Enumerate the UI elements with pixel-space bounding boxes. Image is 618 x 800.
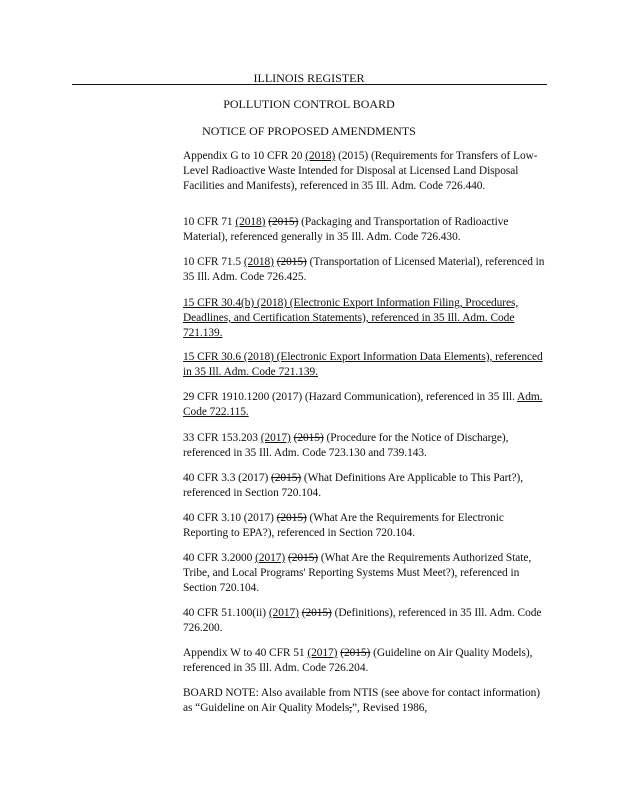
segment: 40 CFR 3.3 (2017) [183, 472, 272, 484]
entry-15cfr30-4b [183, 296, 548, 341]
entry-appendix-g-10cfr20 [183, 149, 548, 194]
segment: Appendix W to 40 CFR 51 [183, 647, 308, 659]
segment-inserted: 15 CFR 30.6 (2018) (Electronic Export Information Data Elements), referenced in 35 Ill. Adm. Code 721.139. [183, 351, 543, 378]
segment: 10 CFR 71 [183, 216, 236, 228]
segment-deleted: (2015) [287, 552, 319, 564]
segment-deleted: (2015) [340, 647, 371, 659]
segment: (What Are the Requirements for Electronic Reporting to EPA?), referenced in Section 720.104. [183, 512, 504, 539]
entry-40cfr51-100ii [183, 606, 548, 636]
segment: (2015) (Requirements for Transfers of Low-Level Radioactive Waste Intended for Disposal at Licensed Land Disposal Facilities and Manifests), referenced in 35 Ill. Adm. Code 726.440. [183, 150, 538, 192]
entry-text [183, 150, 538, 192]
entry-text [183, 297, 518, 339]
segment-inserted: (2017) [255, 552, 286, 564]
segment: 40 CFR 3.2000 [183, 552, 256, 564]
entry-10cfr71 [183, 215, 548, 245]
entry-15cfr30-6 [183, 350, 548, 380]
segment-deleted: (2015) [301, 607, 332, 619]
segment-deleted: (2015) [276, 512, 307, 524]
segment: (Definitions), referenced in 35 Ill. Adm. Code 726.200. [183, 607, 542, 634]
entry-board-note [183, 686, 548, 716]
segment-deleted: , [349, 702, 353, 714]
segment-inserted: (2017) [268, 607, 299, 619]
segment-inserted: Adm. Code 722.115. [183, 391, 543, 418]
segment: (Transportation of Licensed Material), referenced in 35 Ill. Adm. Code 726.425. [183, 256, 545, 283]
entry-text [183, 607, 541, 634]
segment: BOARD NOTE: Also available from NTIS (see above for contact information) as “Guideline on Air Quality Models [183, 687, 541, 714]
segment: 40 CFR 3.10 (2017) [183, 512, 277, 524]
segment: 33 CFR 153.203 [183, 432, 261, 444]
entry-text [183, 687, 540, 714]
segment: ”, Revised 1986, [352, 702, 428, 714]
board-name: POLLUTION CONTROL BOARD [223, 97, 395, 111]
entry-10cfr71-5 [183, 255, 548, 285]
register-title: ILLINOIS REGISTER [253, 71, 365, 85]
segment-inserted: (2018) [305, 150, 336, 162]
segment: 10 CFR 71.5 [183, 256, 244, 268]
entry-33cfr153-203 [183, 431, 548, 461]
segment: 40 CFR 51.100(ii) [183, 607, 269, 619]
segment-deleted: (2015) [276, 256, 307, 268]
segment-deleted: (2015) [293, 432, 324, 444]
segment: (What Are the Requirements Authorized State, Tribe, and Local Programs' Reporting Systems Must Meet?), referenced in Section 720.104. [183, 552, 532, 594]
entry-text [183, 472, 523, 499]
entry-text [183, 216, 508, 243]
segment-inserted: (2018) [235, 216, 266, 228]
entry-text [183, 432, 508, 459]
segment-inserted: 15 CFR 30.4(b) (2018) (Electronic Export Information Filing, Procedures, Deadlines, and Certification Statements), referenced in 35 Ill. Adm. Code 721.139. [183, 297, 519, 339]
entry-40cfr3-10 [183, 511, 548, 541]
entry-text [183, 351, 543, 378]
entry-appendix-w-40cfr51 [183, 646, 548, 676]
entry-40cfr3-3 [183, 471, 548, 501]
segment: (Guideline on Air Quality Models), referenced in 35 Ill. Adm. Code 726.204. [183, 647, 533, 674]
segment: (Packaging and Transportation of Radioactive Material), referenced generally in 35 Ill. Adm. Code 726.430. [183, 216, 509, 243]
entry-text [183, 552, 531, 594]
entry-40cfr3-2000 [183, 551, 548, 596]
entry-text [183, 647, 532, 674]
segment-deleted: (2015) [271, 472, 302, 484]
entry-29cfr1910-1200 [183, 390, 548, 420]
segment-inserted: (2017) [307, 647, 338, 659]
segment-deleted: (2015) [268, 216, 299, 228]
segment: 29 CFR 1910.1200 (2017) (Hazard Communication), referenced in 35 Ill. [183, 391, 518, 403]
header-rule [72, 84, 547, 85]
entry-text [183, 391, 542, 418]
segment-inserted: (2017) [260, 432, 291, 444]
segment: (What Definitions Are Applicable to This Part?), referenced in Section 720.104. [183, 472, 524, 499]
notice-title: NOTICE OF PROPOSED AMENDMENTS [202, 124, 416, 138]
entry-text [183, 256, 544, 283]
segment-inserted: (2018) [243, 256, 274, 268]
entry-text [183, 512, 504, 539]
segment: (Procedure for the Notice of Discharge), referenced in 35 Ill. Adm. Code 723.130 and 739.143. [183, 432, 509, 459]
segment: Appendix G to 10 CFR 20 [183, 150, 306, 162]
